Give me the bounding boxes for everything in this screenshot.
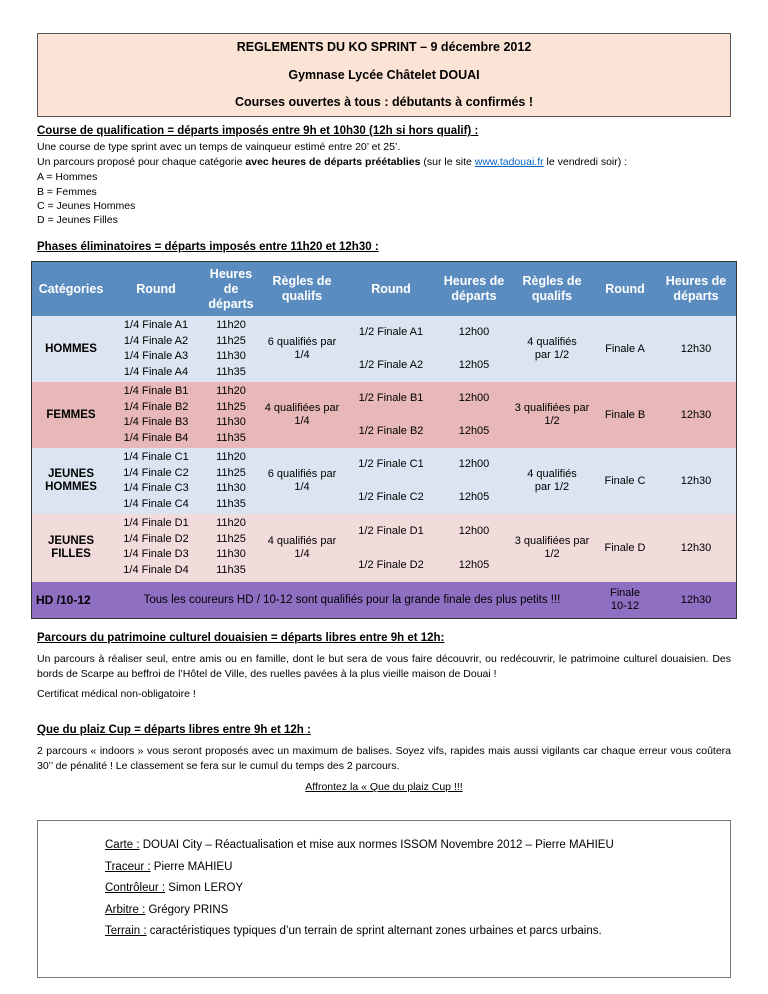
qf-times-jeunes-hommes [202,448,260,514]
qf-time: 11h25 [216,334,246,347]
semi-time-femmes-1: 12h00 [438,382,510,415]
qf-times-jeunes-filles [202,514,260,582]
semi-time-jeunes-filles-2: 12h05 [438,548,510,582]
patrimoine-title: Parcours du patrimoine culturel douaisien = départs libres entre 9h et 12h: [37,632,445,644]
cat-hommes: HOMMES [32,316,110,382]
final-time-jeunes-hommes: 12h30 [656,448,736,514]
carte-label: Carte : [105,839,140,851]
cat-femmes: FEMMES [32,382,110,448]
semi-femmes-1: 1/2 Finale B1 [344,382,438,415]
qf-round: 1/4 Finale A4 [123,365,189,378]
credit-terrain [105,925,602,937]
arbitre-label: Arbitre : [105,904,146,916]
plaiz-title: Que du plaiz Cup = départs libres entre 9h et 12h : [37,724,311,736]
th-round-2: Round [344,262,438,316]
qf-time: 11h20 [216,385,246,397]
qualif-title: Course de qualification = départs imposés entre 9h et 10h30 (12h si hors qualif) : [37,125,479,137]
tadouai-link[interactable]: www.tadouai.fr [474,156,544,168]
th-categories: Catégories [32,262,110,316]
semi-jeunes-hommes-2: 1/2 Finale C2 [344,481,438,514]
final-time-femmes: 12h30 [656,382,736,448]
credit-controleur [105,882,243,894]
rule-semi-jeunes-hommes: 4 qualifiés par 1/2 [510,448,594,514]
semi-time-femmes-2: 12h05 [438,415,510,448]
th-round-3: Round [594,262,656,316]
rule-qf-jeunes-hommes: 6 qualifiés par 1/4 [260,448,344,514]
qf-round: 1/4 Finale D3 [123,548,189,560]
qf-rounds-femmes [110,382,202,448]
cat-b: B = Femmes [37,186,97,198]
cat-jeunes-hommes: JEUNES HOMMES [32,448,110,514]
qf-time: 11h30 [216,548,246,560]
qf-time: 11h30 [216,416,246,428]
qf-round: 1/4 Finale A1 [123,319,189,331]
qf-time: 11h30 [216,482,246,494]
qf-round: 1/4 Finale D2 [123,532,189,545]
qf-time: 11h30 [216,350,246,362]
qf-time: 11h35 [216,365,246,378]
plaiz-cta: Affrontez la « Que du plaiz Cup !!! [305,781,463,793]
traceur-value: Pierre MAHIEU [150,861,233,873]
cat-hd: HD /10-12 [32,582,110,618]
certif-text: Certificat médical non-obligatoire ! [37,688,196,700]
credit-traceur [105,861,232,873]
qf-round: 1/4 Finale A2 [123,334,189,347]
doc-title: REGLEMENTS DU KO SPRINT – 9 décembre 2012 [236,40,532,54]
qf-time: 11h35 [216,497,246,510]
qf-round: 1/4 Finale B2 [123,400,189,413]
audience: Courses ouvertes à tous : débutants à confirmés ! [235,95,533,109]
cat-c: C = Jeunes Hommes [37,200,136,212]
qf-round: 1/4 Finale C1 [123,451,189,463]
qf-rounds-jeunes-filles [110,514,202,582]
rule-semi-femmes: 3 qualifiées par 1/2 [510,382,594,448]
phases-table [31,261,737,619]
phases-title: Phases éliminatoires = départs imposés entre 11h20 et 12h30 : [37,241,379,253]
qf-time: 11h25 [216,400,246,413]
th-heures-2: Heures de départs [438,262,510,316]
semi-jeunes-hommes-1: 1/2 Finale C1 [344,448,438,481]
semi-jeunes-filles-1: 1/2 Finale D1 [344,514,438,548]
venue: Gymnase Lycée Châtelet DOUAI [288,68,480,82]
final-time-hommes: 12h30 [656,316,736,382]
qualif-line2-bold: avec heures de départs préétablies [245,156,421,168]
semi-hommes-1: 1/2 Finale A1 [344,316,438,349]
qf-times-hommes [202,316,260,382]
patrimoine-text: Un parcours à réaliser seul, entre amis ou en famille, dont le but sera de vous faire découvrir, ou redécouvrir, le patrimoine culturel douaisien. Des bords de Scarpe au beffroi de l’Hôtel de Ville, des ruelles pavées à la plus vieille maison de Douai ! [37,653,731,680]
qf-time: 11h35 [216,431,246,444]
qf-round: 1/4 Finale D1 [123,517,189,529]
semi-time-jeunes-filles-1: 12h00 [438,514,510,548]
rule-semi-jeunes-filles: 3 qualifiées par 1/2 [510,514,594,582]
th-heures-1: Heures de départs [202,262,260,316]
qf-round: 1/4 Finale D4 [123,563,189,576]
qf-round: 1/4 Finale C4 [123,497,189,510]
terrain-label: Terrain : [105,925,147,937]
qualif-line2-d: le vendredi soir) : [543,156,628,168]
th-round-1: Round [110,262,202,316]
qf-time: 11h20 [216,451,246,463]
qf-round: 1/4 Finale C2 [123,466,189,479]
cat-d: D = Jeunes Filles [37,214,118,226]
semi-time-hommes-2: 12h05 [438,349,510,382]
qf-time: 11h25 [216,466,246,479]
qf-time: 11h35 [216,563,246,576]
plaiz-text: 2 parcours « indoors » vous seront proposés avec un maximum de balises. Soyez vifs, rapides mais aussi vigilants car chaque erreur vous coûtera 30’’ de pénalité ! Le classement se fera sur le cumul du temps des 2 parcours. [37,745,731,772]
rule-qf-hommes: 6 qualifiés par 1/4 [260,316,344,382]
qf-time: 11h20 [216,517,246,529]
final-hd: Finale 10-12 [594,582,656,618]
qf-time: 11h20 [216,319,246,331]
traceur-label: Traceur : [105,861,151,873]
controleur-label: Contrôleur : [105,882,166,894]
final-time-jeunes-filles: 12h30 [656,514,736,582]
qf-rounds-jeunes-hommes [110,448,202,514]
credit-carte [105,839,614,851]
qf-round: 1/4 Finale B3 [123,416,189,428]
th-regles-2: Règles de qualifs [510,262,594,316]
qf-time: 11h25 [216,532,246,545]
semi-hommes-2: 1/2 Finale A2 [344,349,438,382]
qualif-line1: Une course de type sprint avec un temps de vainqueur estimé entre 20’ et 25’. [37,141,401,153]
th-regles-1: Règles de qualifs [260,262,344,316]
qf-rounds-hommes [110,316,202,382]
cat-jeunes-filles: JEUNES FILLES [32,514,110,582]
th-heures-3: Heures de départs [656,262,736,316]
carte-value: DOUAI City – Réactualisation et mise aux normes ISSOM Novembre 2012 – Pierre MAHIEU [139,839,614,851]
final-hommes: Finale A [594,316,656,382]
final-femmes: Finale B [594,382,656,448]
semi-femmes-2: 1/2 Finale B2 [344,415,438,448]
hd-text: Tous les coureurs HD / 10-12 sont qualifiés pour la grande finale des plus petits !!! [110,582,594,618]
final-jeunes-filles: Finale D [594,514,656,582]
qf-round: 1/4 Finale B4 [123,431,189,444]
semi-time-jeunes-hommes-1: 12h00 [438,448,510,481]
rule-semi-hommes: 4 qualifiés par 1/2 [510,316,594,382]
qualif-line2-a: Un parcours proposé pour chaque catégorie [37,156,246,168]
qf-round: 1/4 Finale C3 [123,482,189,494]
qualif-line2 [37,156,627,168]
semi-time-hommes-1: 12h00 [438,316,510,349]
cat-a: A = Hommes [37,171,98,183]
credit-arbitre [105,904,228,916]
qf-round: 1/4 Finale A3 [123,350,189,362]
qualif-line2-c: (sur le site [420,156,475,168]
semi-time-jeunes-hommes-2: 12h05 [438,481,510,514]
controleur-value: Simon LEROY [165,882,244,894]
qf-times-femmes [202,382,260,448]
header-box [37,33,731,117]
qf-round: 1/4 Finale B1 [123,385,189,397]
final-time-hd: 12h30 [656,582,736,618]
semi-jeunes-filles-2: 1/2 Finale D2 [344,548,438,582]
rule-qf-jeunes-filles: 4 qualifiés par 1/4 [260,514,344,582]
terrain-value: caractéristiques typiques d’un terrain de sprint alternant zones urbaines et parcs urbains. [146,925,602,937]
arbitre-value: Grégory PRINS [145,904,229,916]
rule-qf-femmes: 4 qualifiées par 1/4 [260,382,344,448]
final-jeunes-hommes: Finale C [594,448,656,514]
